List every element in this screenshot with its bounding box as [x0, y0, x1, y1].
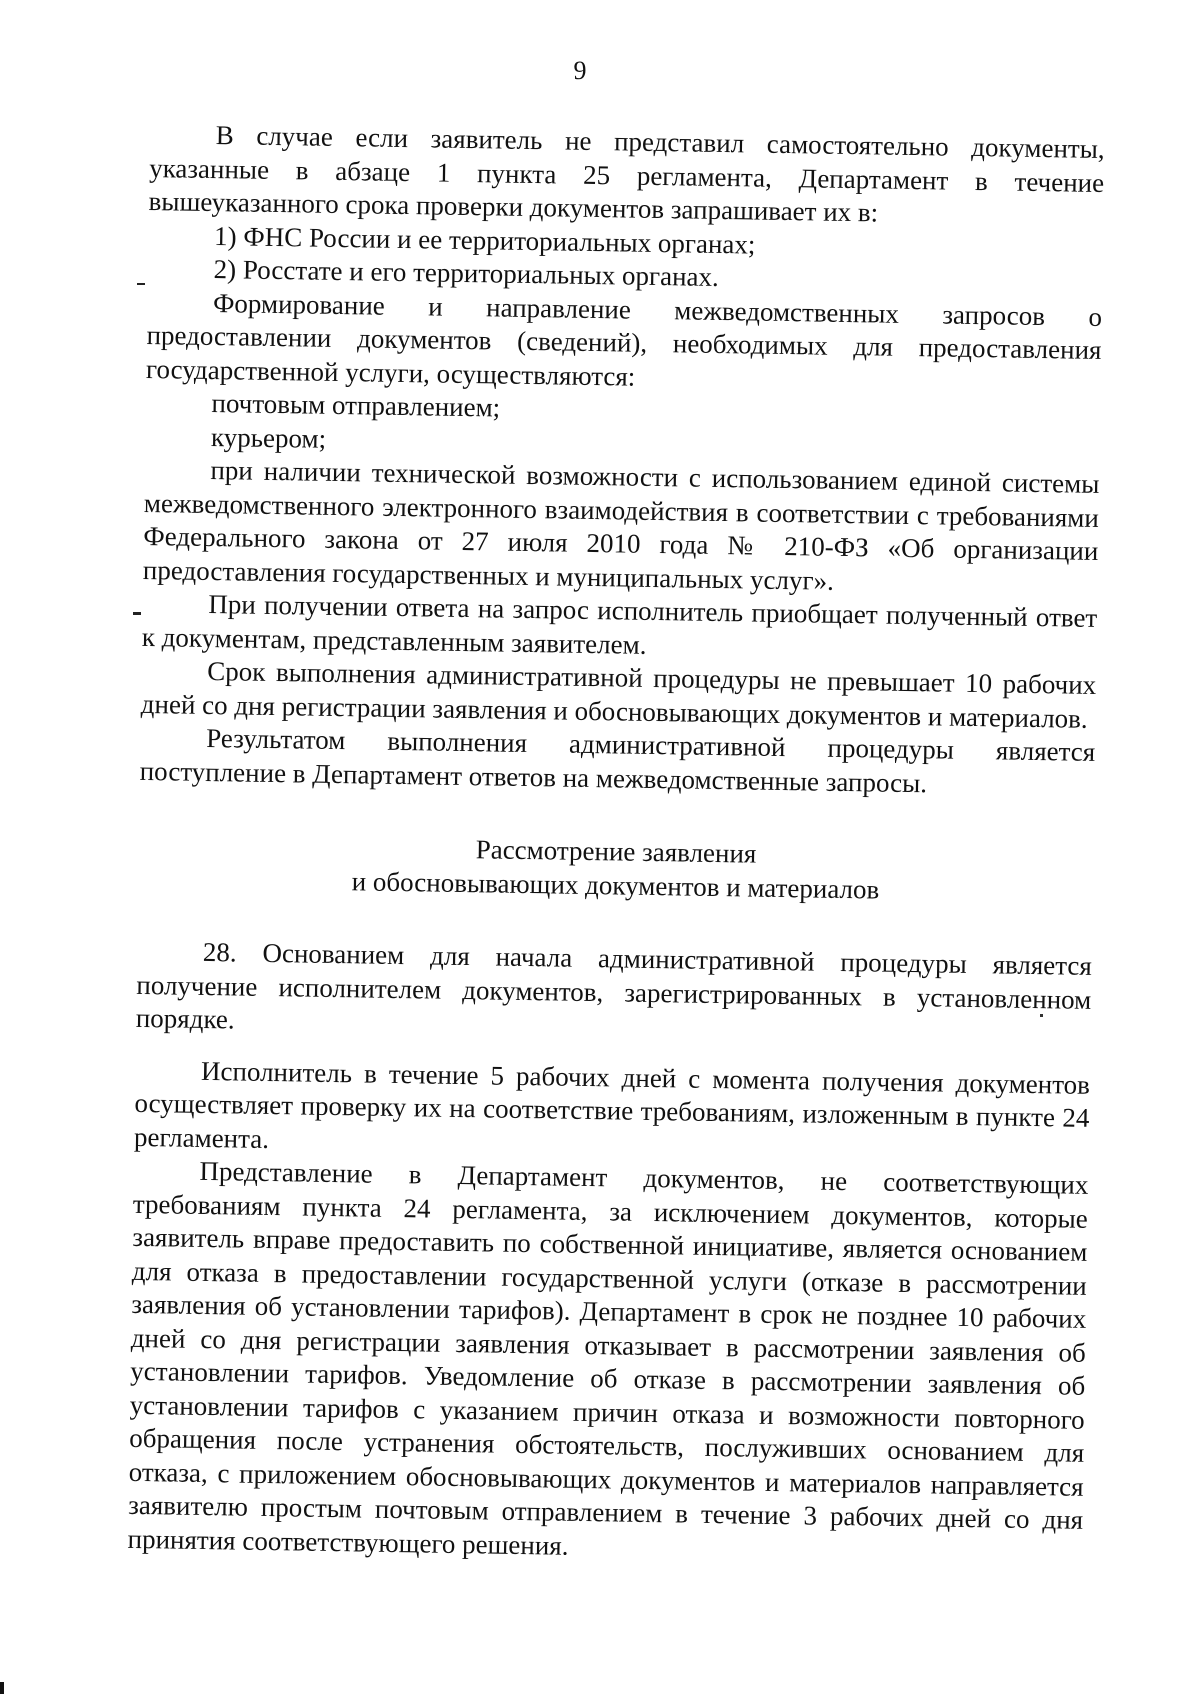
paragraph-verification: Исполнитель в течение 5 рабочих дней с момента получения документов осуществляет проверку их на соответствие требованиям, изложенным в пункте 24 регламента. — [133, 1055, 1091, 1154]
page-number: 9 — [573, 56, 587, 85]
document-body — [127, 118, 1104, 1571]
section-heading-line-1: Рассмотрение заявления — [475, 834, 757, 869]
paragraph-procedure-term: Срок выполнения административной процедуры не превышает 10 рабочих дней со дня регистрации заявления и обосновывающих документов и материалов. — [140, 655, 1097, 734]
paragraph-courier: курьером; — [210, 421, 327, 454]
paragraph-postal: почтовым отправлением; — [211, 388, 501, 423]
paragraph-refusal-grounds: Представление в Департамент документов, не соответствующих требованиям пункта 24 регламента, за исключением документов, которые заявитель вправе предоставить по собственной инициативе, является основанием для отказа в предоставлении государственной услуги (отказе в рассмотрении заявления об установлении тарифов). Департамент в срок не позднее 10 рабочих дней со дня регистрации заявления отказывает в рассмотрении заявления об установлении тарифов. Уведомление об отказе в рассмотрении заявления об установлении тарифов с указанием причин отказа и возможности повторного обращения после устранения обстоятельств, послуживших основанием для отказа, с приложением обосновывающих документов и материалов направляется заявителю простым почтовым отправлением в течение 3 рабочих дней со дня принятия соответствующего решения. — [127, 1155, 1089, 1561]
paragraph-response-attachment: При получении ответа на запрос исполнитель приобщает полученный ответ к документам, представленным заявителем. — [141, 588, 1098, 660]
paragraph-procedure-result: Результатом выполнения административной процедуры является поступление в Департамент ответов на межведомственные запросы. — [139, 722, 1096, 798]
section-heading-line-2: и обосновывающих документов и материалов — [351, 865, 880, 905]
paragraph-interagency-requests: Формирование и направление межведомственных запросов о предоставлении документов (сведений), необходимых для предоставления государственной услуги, осуществляются: — [145, 287, 1103, 392]
paragraph-list-item-rosstat: 2) Росстате и его территориальных органах. — [213, 254, 720, 292]
paragraph-electronic-system: при наличии технической возможности с использованием единой системы межведомственного электронного взаимодействия в соответствии с требованиями Федерального закона от 27 июля 2010 года № 210-ФЗ «Об организации предоставления государственных и муниципальных услуг». — [142, 454, 1100, 596]
paragraph-request-documents: В случае если заявитель не представил самостоятельно документы, указанные в абзаце 1 пункта 25 регламента, Департамент в течение вышеуказанного срока проверки документов запрашивает их в: — [148, 120, 1105, 228]
paragraph-item-28: 28. Основанием для начала административной процедуры является получение исполнителем документов, зарегистрированных в установленном порядке. — [135, 936, 1093, 1035]
paragraph-list-item-fns: 1) ФНС России и ее территориальных органах; — [213, 220, 756, 260]
